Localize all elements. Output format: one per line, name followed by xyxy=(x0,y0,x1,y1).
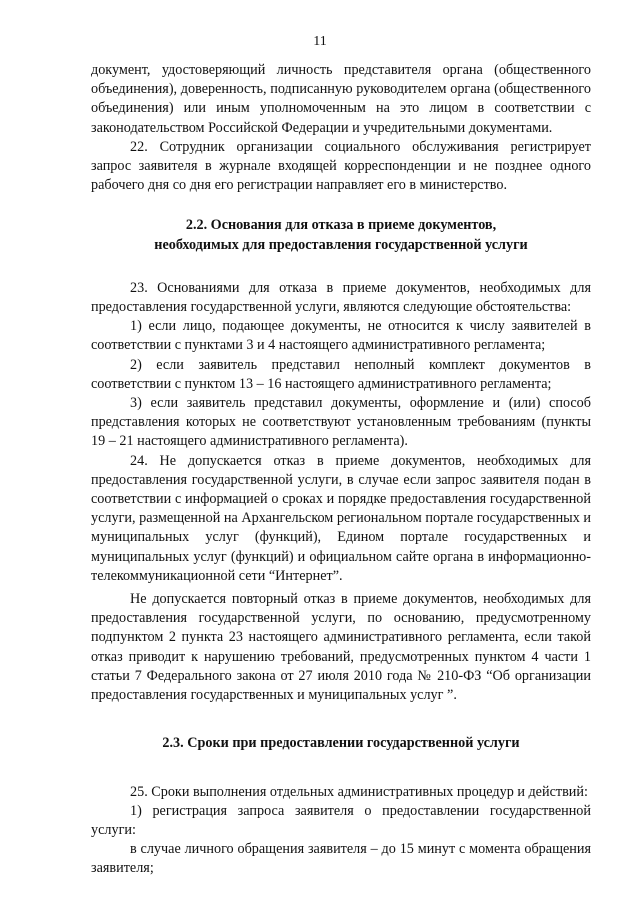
paragraph-24-second: Не допускается повторный отказ в приеме документов, необходимых для предоставления государственной услуги, по основанию, предусмотренному подпунктом 2 пункта 23 настоящего административного регламента, если такой отказ приводит к нарушению требований, предусмотренных пунктом 4 части 1 статьи 7 Федерального закона от 27 июля 2010 года № 210-ФЗ “Об организации предоставления государственных и муниципальных услуг ”. xyxy=(91,591,591,704)
paragraph-continuation: документ, удостоверяющий личность представителя органа (общественного объединения), доверенность, подписанную руководителем органа (общественного объединения) или иным уполномоченным на это лицом в соответствии с законодательством Российской Федерации и учредительными документами. xyxy=(91,62,591,136)
paragraph-23-item-3: 3) если заявитель представил документы, оформление и (или) способ представления которых не соответствуют установленным требованиям (пункты 19 – 21 настоящего административного регламента). xyxy=(91,395,591,450)
section-heading-2-2 xyxy=(91,216,591,254)
paragraph-25: 25. Сроки выполнения отдельных административных процедур и действий: xyxy=(130,783,588,800)
page-number: 11 xyxy=(313,34,327,49)
paragraph-24: 24. Не допускается отказ в приеме документов, необходимых для предоставления государственной услуги, в случае если запрос заявителя подан в соответствии с информацией о сроках и порядке предоставления государственной услуги, размещенной на Архангельском региональном портале государственных и муниципальных услуг (функций), Едином портале государственных и муниципальных услуг (функций) и официальном сайте органа в информационно-телекоммуникационной сети “Интернет”. xyxy=(91,452,591,584)
paragraph-22: 22. Сотрудник организации социального обслуживания регистрирует запрос заявителя в журнале входящей корреспонденции и не позднее одного рабочего дня со дня его регистрации направляет его в министерство. xyxy=(91,138,591,194)
paragraph-25-item-1a: в случае личного обращения заявителя – до 15 минут с момента обращения заявителя; xyxy=(91,841,591,877)
document-body xyxy=(91,61,591,879)
paragraph-23-item-1: 1) если лицо, подающее документы, не относится к числу заявителей в соответствии с пунктами 3 и 4 настоящего административного регламента; xyxy=(91,318,591,354)
section-heading-2-2-line2: необходимых для предоставления государственной услуги xyxy=(154,236,528,253)
section-heading-2-2-line1: 2.2. Основания для отказа в приеме документов, xyxy=(185,217,497,234)
paragraph-23-item-2: 2) если заявитель представил неполный комплект документов в соответствии с пунктом 13 – 16 настоящего административного регламента; xyxy=(91,356,591,392)
section-heading-2-3: 2.3. Сроки при предоставлении государственной услуги xyxy=(162,735,520,752)
paragraph-23: 23. Основаниями для отказа в приеме документов, необходимых для предоставления государственной услуги, являются следующие обстоятельства: xyxy=(91,279,591,316)
paragraph-25-item-1: 1) регистрация запроса заявителя о предоставлении государственной услуги: xyxy=(91,802,591,838)
